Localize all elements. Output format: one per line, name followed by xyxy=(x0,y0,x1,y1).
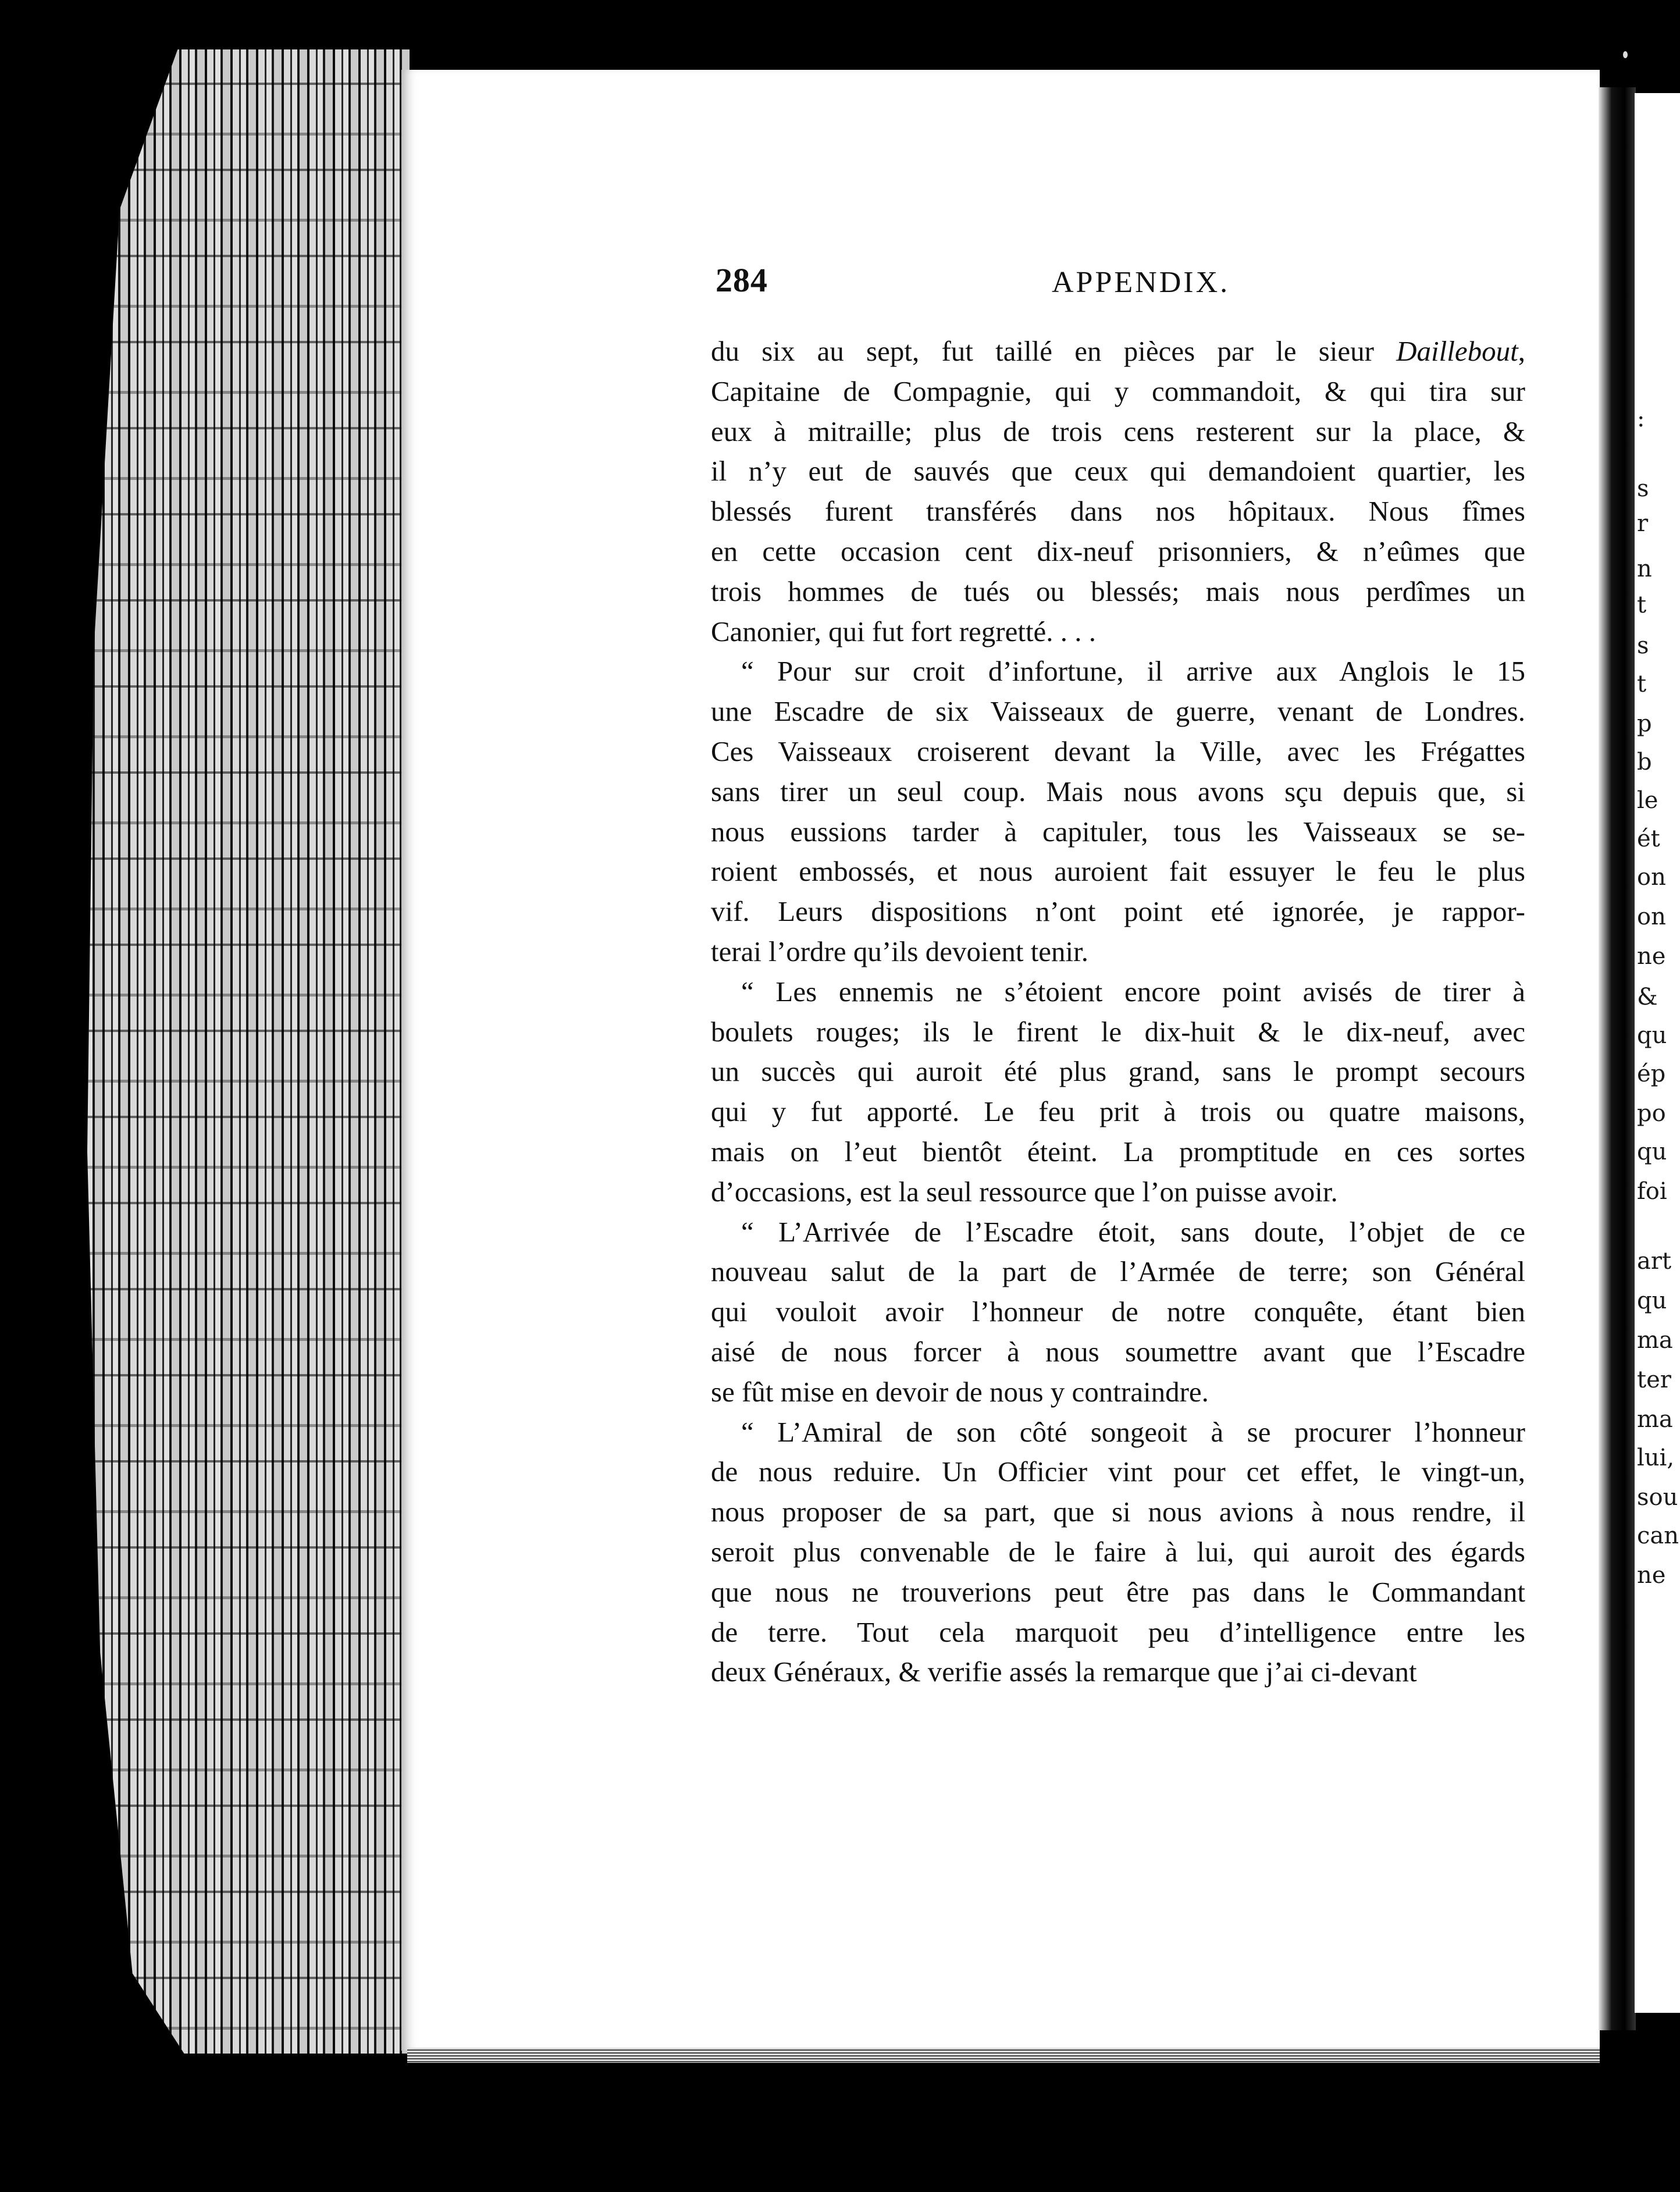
text-line: “ Pour sur croit d’infortune, il arrive aux Anglois le 15 xyxy=(741,655,1525,688)
body-text xyxy=(711,332,1525,1692)
next-page-fragment: foi xyxy=(1637,1178,1667,1205)
scan-speck xyxy=(1623,51,1628,58)
next-page-fragment: le xyxy=(1637,787,1658,814)
text-line: qui vouloit avoir l’honneur de notre conquête, étant bien xyxy=(711,1296,1525,1328)
text-line: de terre. Tout cela marquoit peu d’intelligence entre les xyxy=(711,1615,1525,1648)
next-page-fragment: r xyxy=(1637,510,1649,537)
next-page-fragment: ma xyxy=(1637,1327,1673,1354)
running-title: APPENDIX. xyxy=(1052,266,1230,299)
next-page-fragment: n xyxy=(1637,556,1652,582)
text-line: un succès qui auroit été plus grand, sans le prompt secours xyxy=(711,1055,1525,1088)
text-line: roient embossés, et nous auroient fait essuyer le feu le plus xyxy=(711,855,1525,888)
next-page-fragment: s xyxy=(1637,632,1649,659)
text-line: nouveau salut de la part de l’Armée de terre; son Général xyxy=(711,1255,1525,1288)
text-line: il n’y eut de sauvés que ceux qui demandoient quartier, les xyxy=(711,455,1525,487)
text-line: vif. Leurs dispositions n’ont point eté ignorée, je rappor- xyxy=(711,895,1525,928)
next-page-fragment: po xyxy=(1637,1100,1666,1127)
text-line: terai l’ordre qu’ils devoient tenir. xyxy=(711,935,1089,967)
text-line: nous proposer de sa part, que si nous avions à nous rendre, il xyxy=(711,1496,1525,1528)
next-page-fragment: qu xyxy=(1637,1022,1667,1049)
text-line: nous eussions tarder à capituler, tous les Vaisseaux se se- xyxy=(711,815,1525,848)
text-line: aisé de nous forcer à nous soumettre avant que l’Escadre xyxy=(711,1335,1525,1368)
next-page-fragment: s xyxy=(1637,475,1649,502)
next-page-fragment: art xyxy=(1637,1248,1672,1275)
text-line: Canonier, qui fut fort regretté. . . . xyxy=(711,615,1097,647)
next-page-fragment: & xyxy=(1637,984,1658,1010)
next-page-fragment: qu xyxy=(1637,1138,1667,1165)
text-line: seroit plus convenable de le faire à lui, qui auroit des égards xyxy=(711,1535,1525,1568)
text-line: “ L’Amiral de son côté songeoit à se procurer l’honneur xyxy=(741,1415,1525,1448)
next-page-fragment: : xyxy=(1637,405,1645,432)
text-line: blessés furent transférés dans nos hôpitaux. Nous fîmes xyxy=(711,495,1525,528)
text-line: sans tirer un seul coup. Mais nous avons sçu depuis que, si xyxy=(711,775,1525,807)
next-page-fragment: ép xyxy=(1637,1061,1666,1087)
text-line: Ces Vaisseaux croiserent devant la Ville, avec les Frégattes xyxy=(711,735,1525,767)
text-line: mais on l’eut bientôt éteint. La promptitude en ces sortes xyxy=(711,1135,1525,1168)
next-page-fragment: t xyxy=(1637,671,1647,698)
text-line: se fût mise en devoir de nous y contraindre. xyxy=(711,1375,1209,1408)
book-gutter xyxy=(1599,87,1636,2030)
page-number: 284 xyxy=(716,261,768,299)
text-line: d’occasions, est la seul ressource que l’on puisse avoir. xyxy=(711,1175,1338,1208)
next-page-fragment: ne xyxy=(1637,1562,1666,1589)
next-page-fragment: on xyxy=(1637,864,1666,891)
next-page-fragment: ter xyxy=(1637,1367,1671,1393)
text-line: boulets rouges; ils le firent le dix-huit & le dix-neuf, avec xyxy=(711,1015,1525,1048)
next-page-fragment: ét xyxy=(1637,825,1660,852)
next-page-fragment: p xyxy=(1637,710,1652,737)
next-page-fragment: ma xyxy=(1637,1406,1673,1433)
text-line: eux à mitraille; plus de trois cens resterent sur la place, & xyxy=(711,415,1525,447)
next-page-fragment: lui, xyxy=(1637,1444,1675,1471)
next-page-fragment: qu xyxy=(1637,1287,1667,1314)
text-line: trois hommes de tués ou blessés; mais nous perdîmes un xyxy=(711,575,1525,607)
next-page-fragment: on xyxy=(1637,903,1666,930)
text-line: deux Généraux, & verifie assés la remarque que j’ai ci-devant xyxy=(711,1656,1417,1688)
next-page-sliver xyxy=(1635,93,1680,2013)
page-bottom-edge xyxy=(407,2048,1600,2063)
text-line: Capitaine de Compagnie, qui y commandoit, & qui tira sur xyxy=(711,375,1525,407)
next-page-fragment: b xyxy=(1637,749,1652,775)
fore-edge-texture xyxy=(87,49,410,2054)
next-page-fragment: can xyxy=(1637,1522,1679,1549)
text-line: en cette occasion cent dix-neuf prisonniers, & n’eûmes que xyxy=(711,535,1525,567)
next-page-fragment: ne xyxy=(1637,943,1666,970)
text-line: de nous reduire. Un Officier vint pour cet effet, le vingt-un, xyxy=(711,1456,1525,1488)
next-page-fragment: sou xyxy=(1637,1484,1678,1511)
text-line: qui y fut apporté. Le feu prit à trois ou quatre maisons, xyxy=(711,1095,1525,1128)
next-page-fragment: t xyxy=(1637,592,1647,618)
text-line: que nous ne trouverions peut être pas dans le Commandant xyxy=(711,1575,1525,1608)
text-line: “ Les ennemis ne s’étoient encore point avisés de tirer à xyxy=(741,975,1525,1008)
running-head xyxy=(716,261,1542,307)
text-line: “ L’Arrivée de l’Escadre étoit, sans doute, l’objet de ce xyxy=(741,1215,1525,1248)
text-line: une Escadre de six Vaisseaux de guerre, venant de Londres. xyxy=(711,695,1525,728)
text-line: du six au sept, fut taillé en pièces par le sieur Daillebout, xyxy=(711,335,1525,367)
